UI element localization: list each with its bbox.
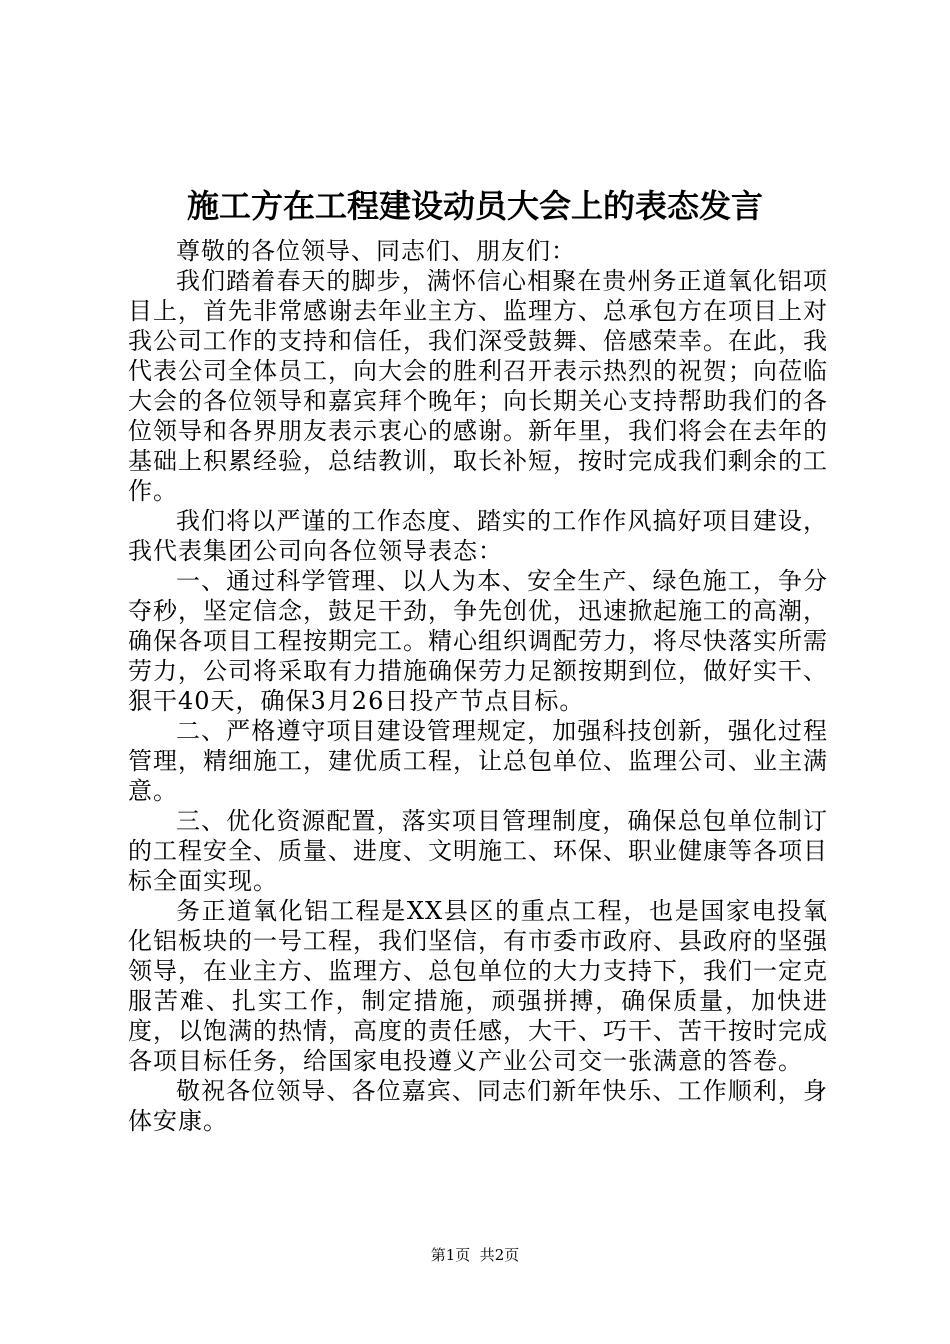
body-paragraph: 我们将以严谨的工作态度、踏实的工作作风搞好项目建设，我代表集团公司向各位领导表态： — [128, 507, 828, 565]
body-paragraph: 三、优化资源配置，落实项目管理制度，确保总包单位制订的工程安全、质量、进度、文明施工、环保、职业健康等各项目标全面实现。 — [128, 807, 828, 895]
body-paragraph: 务正道氧化铝工程是XX县区的重点工程，也是国家电投氧化铝板块的一号工程，我们坚信，有市委市政府、县政府的坚强领导，在业主方、监理方、总包单位的大力支持下，我们一定克服苦难、扎实工作，制定措施，顽强拼搏，确保质量，加快进度，以饱满的热情，高度的责任感，大干、巧干、苦干按时完成各项目标任务，给国家电投遵义产业公司交一张满意的答卷。 — [128, 897, 828, 1075]
body-paragraph: 我们踏着春天的脚步，满怀信心相聚在贵州务正道氧化铝项目上，首先非常感谢去年业主方、监理方、总承包方在项目上对我公司工作的支持和信任，我们深受鼓舞、倍感荣幸。在此，我代表公司全体员工，向大会的胜利召开表示热烈的祝贺；向莅临大会的各位领导和嘉宾拜个晚年；向长期关心支持帮助我们的各位领导和各界朋友表示衷心的感谢。新年里，我们将会在去年的基础上积累经验，总结教训，取长补短，按时完成我们剩余的工作。 — [128, 267, 828, 505]
document-body — [128, 236, 828, 1136]
document-title: 施工方在工程建设动员大会上的表态发言 — [186, 187, 763, 225]
body-paragraph: 一、通过科学管理、以人为本、安全生产、绿色施工，争分夺秒，坚定信念，鼓足干劲，争先创优，迅速掀起施工的高潮，确保各项目工程按期完工。精心组织调配劳力，将尽快落实所需劳力，公司将采取有力措施确保劳力足额按期到位，做好实干、狠干40天，确保3月26日投产节点目标。 — [128, 567, 828, 715]
salutation-paragraph: 尊敬的各位领导、同志们、朋友们： — [176, 237, 576, 265]
closing-paragraph: 敬祝各位领导、各位嘉宾、同志们新年快乐、工作顺利，身体安康。 — [128, 1077, 828, 1135]
body-paragraph: 二、严格遵守项目建设管理规定，加强科技创新，强化过程管理，精细施工，建优质工程，让总包单位、监理公司、业主满意。 — [128, 717, 828, 805]
page-number-footer: 第1页 共2页 — [430, 1246, 520, 1264]
